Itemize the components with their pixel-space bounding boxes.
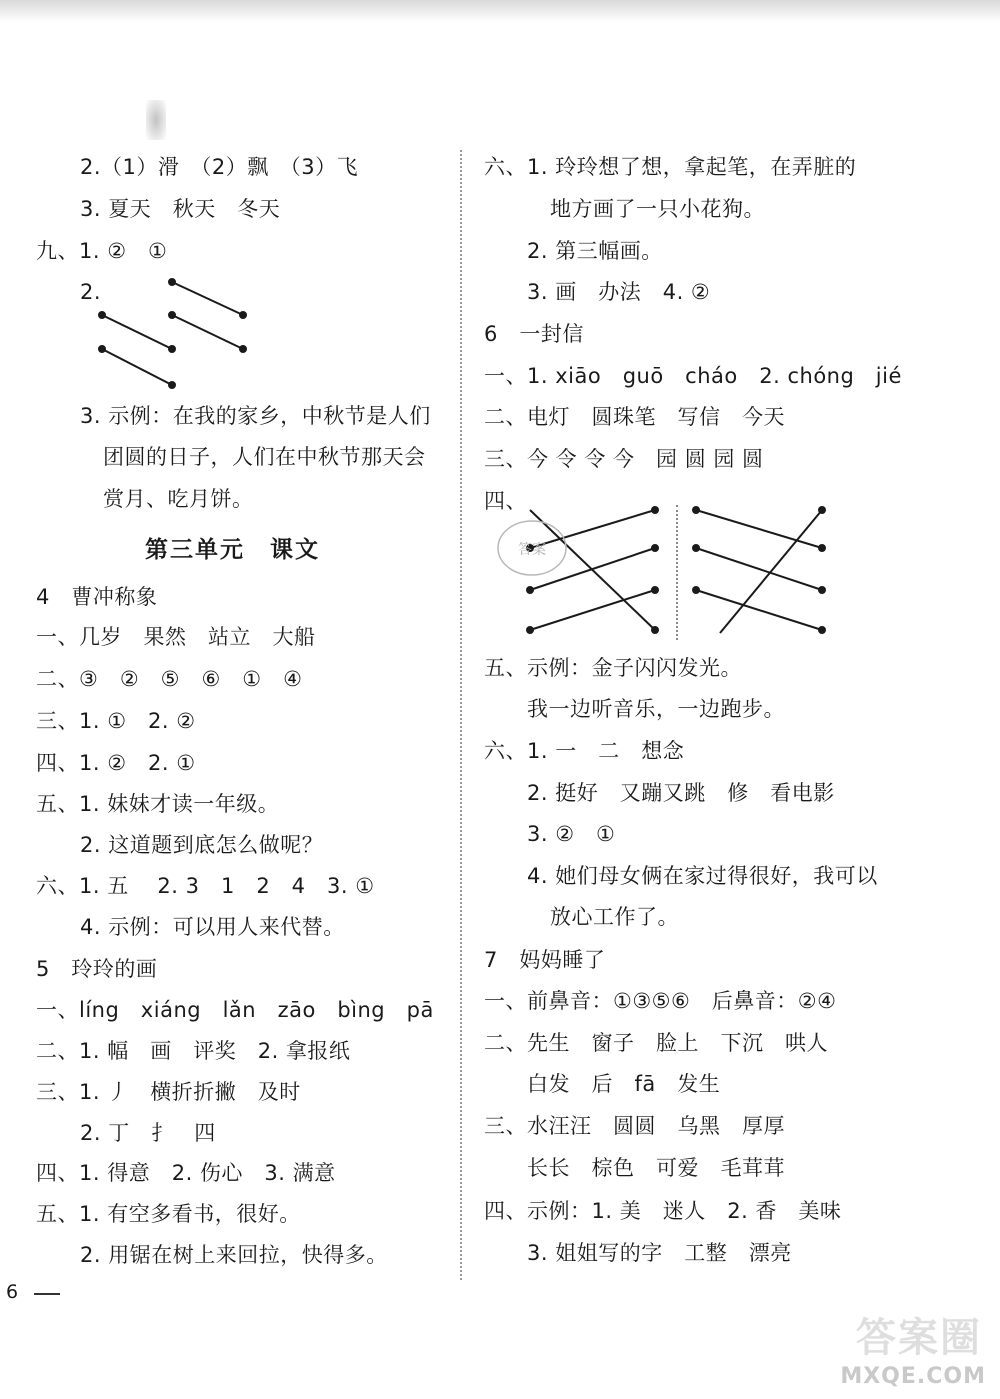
answer-line: 地方画了一只小花狗。 xyxy=(550,197,765,221)
match-dot xyxy=(652,587,658,593)
match-line xyxy=(696,548,822,590)
match-dot xyxy=(240,346,246,352)
answer-line: 长长 棕色 可爱 毛茸茸 xyxy=(527,1156,785,1180)
answer-line: 2. xyxy=(80,280,102,304)
scan-top-edge xyxy=(0,0,1000,22)
match-dot xyxy=(169,279,175,285)
match-line xyxy=(530,590,655,630)
match-dot xyxy=(169,382,175,388)
answer-line: 2. 挺好 又蹦又跳 修 看电影 xyxy=(527,781,835,805)
section-line: 九、1. ② ① xyxy=(36,239,168,263)
section-line: 五、1. 有空多看书，很好。 xyxy=(36,1202,301,1226)
answer-line: 赏月、吃月饼。 xyxy=(103,487,254,511)
match-line xyxy=(172,282,243,315)
section-line: 六、1. 一 二 想念 xyxy=(484,739,685,763)
matching-diagram-left xyxy=(95,275,265,400)
match-dot xyxy=(240,312,246,318)
lesson-title: 5 玲玲的画 xyxy=(36,957,158,981)
lesson-title: 4 曹冲称象 xyxy=(36,585,158,609)
answer-line: 3. ② ① xyxy=(527,822,616,846)
diagram-divider xyxy=(676,505,678,640)
section-line: 一、líng xiáng lǎn zāo bìng pā xyxy=(36,998,434,1022)
page-number: 6 xyxy=(6,1281,19,1303)
faint-stamp xyxy=(496,518,568,578)
match-dot xyxy=(99,346,105,352)
section-line: 四、1. ② 2. ① xyxy=(36,751,196,775)
column-divider xyxy=(460,150,462,1280)
match-dot xyxy=(652,627,658,633)
watermark-logo: 答案圈 xyxy=(856,1315,982,1361)
page-number-rule xyxy=(34,1293,60,1295)
answer-line: 2. 用锯在树上来回拉，快得多。 xyxy=(80,1243,388,1267)
match-line xyxy=(696,590,822,630)
section-line: 四、 xyxy=(484,489,527,513)
section-line: 五、示例：金子闪闪发光。 xyxy=(484,656,742,680)
watermark-site: MXQE.COM xyxy=(840,1364,986,1389)
answer-line: 4. 示例：可以用人来代替。 xyxy=(80,915,345,939)
lesson-title: 6 一封信 xyxy=(484,322,584,346)
answer-line: 3. 示例：在我的家乡，中秋节是人们 xyxy=(80,404,431,428)
section-line: 四、1. 得意 2. 伤心 3. 满意 xyxy=(36,1161,336,1185)
match-dot xyxy=(819,507,825,513)
scan-smudge xyxy=(146,100,166,140)
matching-diagram-right-b xyxy=(690,500,840,640)
answer-line: 2. 第三幅画。 xyxy=(527,239,663,263)
answer-line: 3. 画 办法 4. ② xyxy=(527,280,711,304)
match-dot xyxy=(693,507,699,513)
section-line: 一、几岁 果然 站立 大船 xyxy=(36,625,316,649)
section-line: 六、1. 五 2. 3 1 2 4 3. ① xyxy=(36,874,375,898)
section-line: 三、水汪汪 圆圆 乌黑 厚厚 xyxy=(484,1114,785,1138)
section-line: 二、先生 窗子 脸上 下沉 哄人 xyxy=(484,1031,828,1055)
section-line: 三、今 令 令 今 园 圆 园 圆 xyxy=(484,447,764,471)
match-dot xyxy=(169,346,175,352)
svg-text:答案: 答案 xyxy=(518,542,546,558)
answer-line: 放心工作了。 xyxy=(550,905,679,929)
match-dot xyxy=(527,627,533,633)
section-line: 五、1. 妹妹才读一年级。 xyxy=(36,792,280,816)
section-line: 六、1. 玲玲想了想，拿起笔，在弄脏的 xyxy=(484,155,857,179)
answer-line: 2.（1）滑 （2）飘 （3）飞 xyxy=(80,155,359,179)
match-dot xyxy=(819,627,825,633)
match-dot xyxy=(652,507,658,513)
match-dot xyxy=(819,545,825,551)
section-line: 二、电灯 圆珠笔 写信 今天 xyxy=(484,405,785,429)
section-line: 三、1. ① 2. ② xyxy=(36,709,196,733)
match-dot xyxy=(693,587,699,593)
match-line xyxy=(102,315,172,349)
section-line: 二、1. 幅 画 评奖 2. 拿报纸 xyxy=(36,1039,351,1063)
answer-line: 白发 后 fā 发生 xyxy=(527,1072,721,1096)
match-dot xyxy=(819,587,825,593)
unit-heading: 第三单元 课文 xyxy=(145,537,320,563)
match-line xyxy=(696,510,822,548)
answer-line: 我一边听音乐，一边跑步。 xyxy=(527,697,785,721)
lesson-title: 7 妈妈睡了 xyxy=(484,948,606,972)
match-line xyxy=(102,349,172,385)
match-dot xyxy=(99,312,105,318)
answer-line: 2. 丁 扌 四 xyxy=(80,1121,216,1145)
answer-line: 3. 夏天 秋天 冬天 xyxy=(80,197,281,221)
section-line: 三、1. 丿 横折折撇 及时 xyxy=(36,1080,301,1104)
section-line: 一、前鼻音：①③⑤⑥ 后鼻音：②④ xyxy=(484,989,837,1013)
match-dot xyxy=(169,312,175,318)
match-dot xyxy=(693,545,699,551)
answer-line: 3. 姐姐写的字 工整 漂亮 xyxy=(527,1241,792,1265)
section-line: 一、1. xiāo guō cháo 2. chóng jié xyxy=(484,364,902,388)
match-dot xyxy=(652,545,658,551)
answer-line: 4. 她们母女俩在家过得很好，我可以 xyxy=(527,864,878,888)
answer-line: 2. 这道题到底怎么做呢？ xyxy=(80,833,324,857)
section-line: 二、③ ② ⑤ ⑥ ① ④ xyxy=(36,667,303,691)
answer-line: 团圆的日子，人们在中秋节那天会 xyxy=(103,445,426,469)
section-line: 四、示例：1. 美 迷人 2. 香 美味 xyxy=(484,1199,842,1223)
match-line xyxy=(172,315,243,349)
match-dot xyxy=(527,587,533,593)
